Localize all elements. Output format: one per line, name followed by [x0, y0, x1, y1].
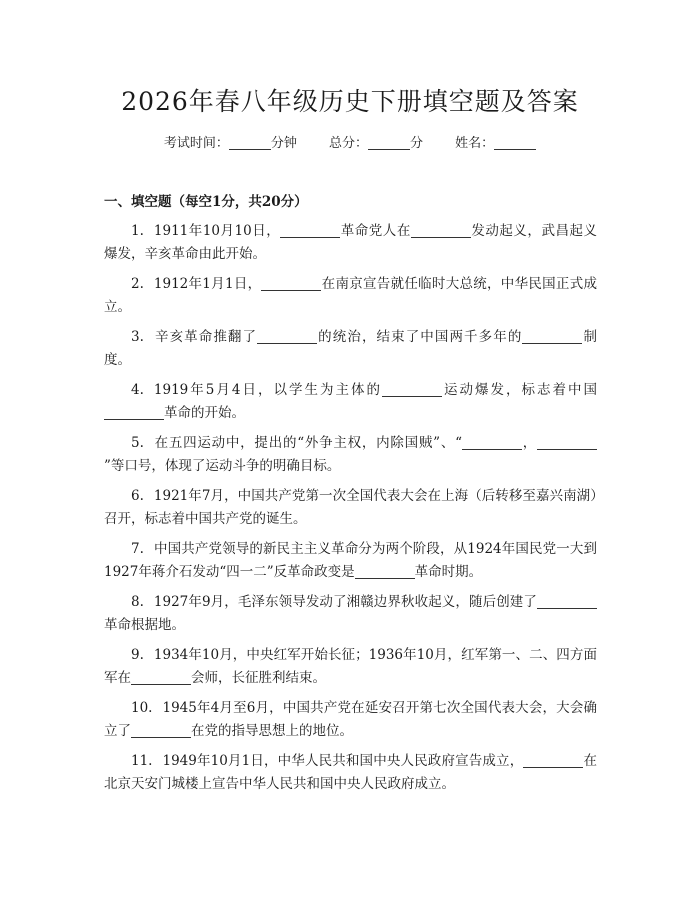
question-text: 1911年10月10日， — [153, 223, 281, 239]
student-name-blank — [494, 135, 536, 150]
question-list — [104, 220, 597, 803]
question-text: 中国共产党领导的新民主主义革命分为两个阶段，从1924年国民党一大到1927年蒋介石发动“四一二”反革命政变是 — [104, 541, 597, 580]
exam-time-blank — [229, 135, 271, 150]
answer-blank — [261, 276, 321, 291]
question-item — [104, 432, 597, 478]
question-item — [104, 220, 597, 266]
question-text: 的统治，结束了中国两千多年的 — [317, 329, 523, 345]
question-text: 1927年9月，毛泽东领导发动了湘赣边界秋收起义，随后创建了 — [153, 594, 537, 610]
question-number: 5. — [131, 435, 144, 451]
question-text: ”等口号，体现了运动斗争的明确目标。 — [104, 458, 341, 474]
question-number: 8. — [131, 594, 144, 610]
answer-blank — [411, 223, 471, 238]
question-text: 革命根据地。 — [104, 617, 185, 633]
answer-blank — [537, 435, 597, 450]
question-text: 1921年7月，中国共产党第一次全国代表大会在上海（后转移至嘉兴南湖）召开，标志着中国共产党的诞生。 — [104, 488, 597, 527]
question-text: 制度。 — [104, 329, 598, 368]
question-text: 革命时期。 — [414, 564, 483, 580]
question-text: 在党的指导思想上的地位。 — [191, 723, 353, 739]
question-text: 1934年10月，中央红军开始长征；1936年10月，红军第一、二、四方面军在 — [104, 647, 597, 686]
question-number: 9. — [131, 647, 144, 663]
question-text: 革命的开始。 — [164, 405, 245, 421]
total-score-label: 总分： — [328, 136, 368, 151]
question-number: 7. — [131, 541, 144, 557]
exam-time-unit: 分钟 — [270, 136, 297, 151]
question-number: 10. — [131, 700, 153, 716]
answer-blank — [131, 723, 191, 738]
question-item — [104, 379, 597, 425]
question-item — [104, 750, 597, 796]
answer-blank — [131, 670, 191, 685]
question-item — [104, 697, 597, 743]
answer-blank — [355, 564, 415, 579]
question-text: 在南京宣告就任临时大总统，中华民国正式成立。 — [104, 276, 597, 315]
section-heading: 一、填空题（每空1分，共20分） — [104, 194, 308, 210]
exam-time-field — [164, 132, 297, 151]
question-item — [104, 273, 597, 319]
student-name-label: 姓名： — [455, 136, 495, 151]
exam-info — [0, 132, 700, 151]
question-text: 1912年1月1日， — [153, 276, 262, 292]
answer-blank — [537, 594, 597, 609]
question-number: 2. — [131, 276, 144, 292]
total-score-blank — [368, 135, 410, 150]
answer-blank — [104, 405, 164, 420]
question-item — [104, 485, 597, 531]
question-text: 革命党人在 — [340, 223, 411, 239]
question-number: 6. — [131, 488, 144, 504]
question-text: ， — [521, 435, 537, 451]
question-text: 在北京天安门城楼上宣告中华人民共和国中央人民政府成立。 — [104, 753, 598, 792]
question-item — [104, 591, 597, 637]
question-number: 1. — [131, 223, 144, 239]
question-number: 3. — [131, 329, 144, 345]
question-number: 4. — [131, 382, 144, 398]
answer-blank — [280, 223, 340, 238]
question-number: 11. — [131, 753, 153, 769]
question-text: 1945年4月至6月，中国共产党在延安召开第七次全国代表大会，大会确立了 — [104, 700, 597, 739]
answer-blank — [522, 329, 582, 344]
question-item — [104, 326, 597, 372]
answer-blank — [257, 329, 317, 344]
question-text: 辛亥革命推翻了 — [153, 329, 258, 345]
total-score-unit: 分 — [410, 136, 424, 151]
total-score-field — [329, 132, 423, 151]
question-text: 1949年10月1日，中华人民共和国中央人民政府宣告成立， — [162, 753, 524, 769]
question-text: 运动爆发，标志着中国 — [441, 382, 597, 398]
question-text: 会师，长征胜利结束。 — [191, 670, 326, 686]
page-title: 2026年春八年级历史下册填空题及答案 — [121, 87, 579, 116]
question-item — [104, 538, 597, 584]
answer-blank — [462, 435, 522, 450]
exam-time-label: 考试时间： — [163, 136, 229, 151]
answer-blank — [523, 753, 583, 768]
question-text: 发动起义，武昌起义爆发，辛亥革命由此开始。 — [104, 223, 598, 262]
student-name-field — [455, 132, 536, 151]
answer-blank — [382, 382, 442, 397]
question-text: 1919年5月4日，以学生为主体的 — [153, 382, 382, 398]
question-item — [104, 644, 597, 690]
question-text: 在五四运动中，提出的“外争主权，内除国贼”、“ — [153, 435, 462, 451]
